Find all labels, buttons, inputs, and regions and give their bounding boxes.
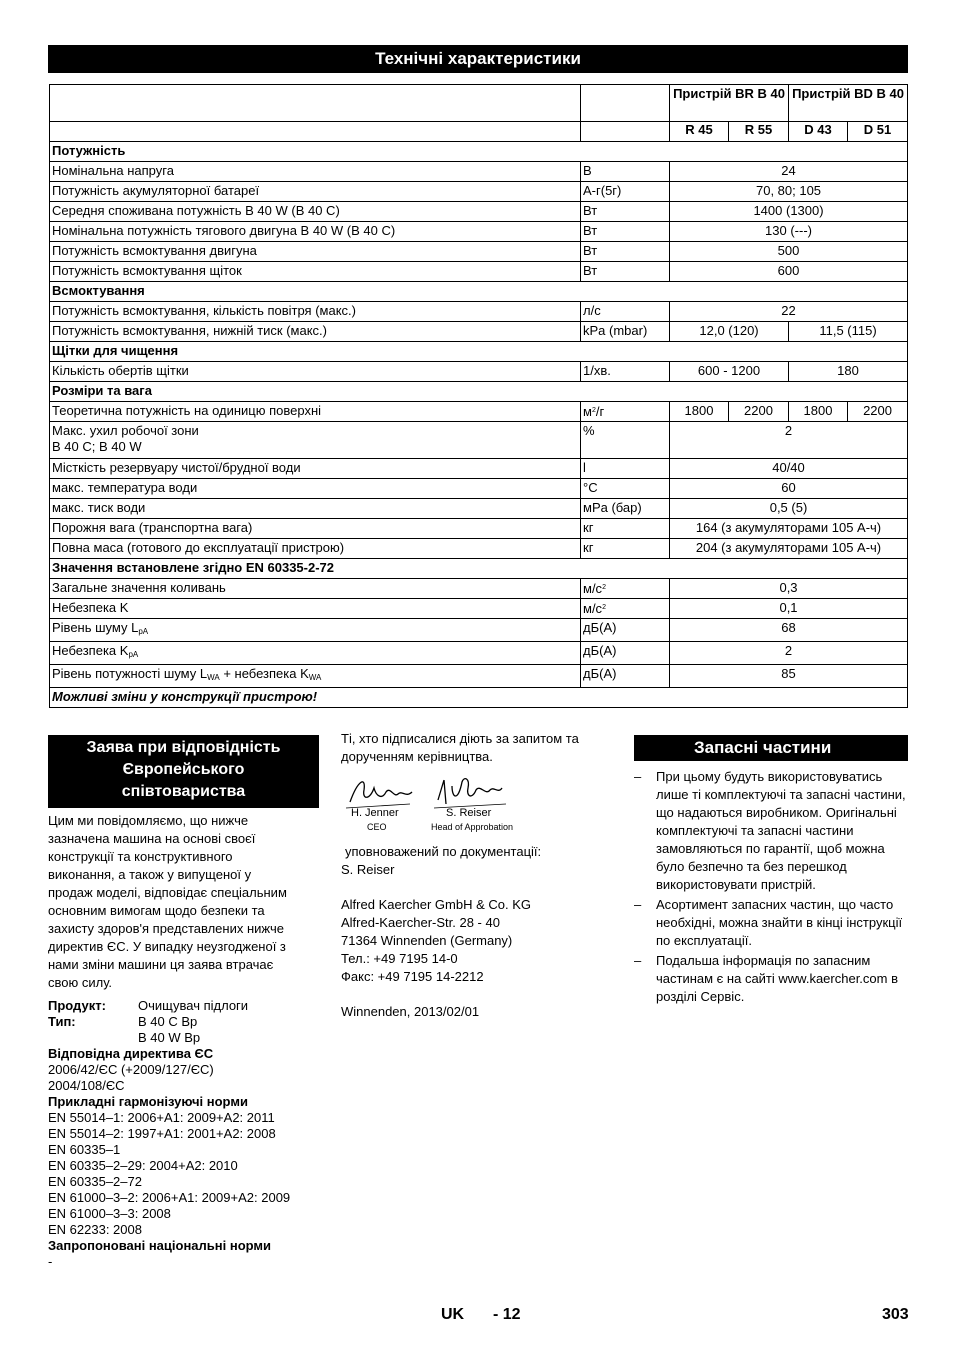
header-br: Пристрій BR B 40	[670, 85, 789, 122]
norm-item: EN 55014–1: 2006+A1: 2009+A2: 2011	[48, 1110, 275, 1125]
company-city: 71364 Winnenden (Germany)	[341, 933, 513, 948]
row-label: Рівень шуму $L_{pA}$	[50, 619, 581, 642]
row-value-bd: 180	[789, 362, 908, 382]
row-label: Рівень потужності шуму $L_{WA}$ + небезпека $K_{WA}$	[50, 665, 581, 688]
table-row	[50, 459, 908, 479]
list-item: – Асортимент запасних частин, що часто необхідні, можна знайти в кінці інструкції по експлуатації.	[634, 897, 903, 948]
signatory-2-name: S. Reiser	[446, 807, 492, 819]
signatories-text	[341, 730, 621, 766]
row-unit: Вт	[581, 222, 670, 242]
table-row	[50, 322, 908, 342]
row-value: 1400 (1300)	[670, 202, 908, 222]
row-value: 1800	[670, 402, 729, 422]
section-brushes: Щітки для чищення	[50, 342, 908, 362]
section-row	[50, 559, 908, 579]
row-label: Номінальна потужність тягового двигуна B 40 W (B 40 C)	[50, 222, 581, 242]
model-r55: R 55	[729, 122, 789, 142]
norm-item: EN 60335–1	[48, 1142, 121, 1157]
table-header-row	[50, 85, 908, 122]
row-label: макс. температура води	[50, 479, 581, 499]
row-label: Потужність всмоктування, нижній тиск (макс.)	[50, 322, 581, 342]
table-row	[50, 362, 908, 382]
row-unit: л/с	[581, 302, 670, 322]
directive-value: 2006/42/ЄС (+2009/127/ЄС)	[48, 1062, 214, 1077]
specs-table	[49, 84, 908, 708]
footer-total-page: 303	[882, 1306, 909, 1323]
row-label: Місткість резервуару чистої/брудної води	[50, 459, 581, 479]
table-row	[50, 162, 908, 182]
row-value: 1800	[789, 402, 848, 422]
row-value-br: 600 - 1200	[670, 362, 789, 382]
norm-item: EN 60335–2–29: 2004+A2: 2010	[48, 1158, 238, 1173]
company-fax: Факс: +49 7195 14-2212	[341, 969, 484, 984]
norm-item: EN 60335–2–72	[48, 1174, 142, 1189]
row-value: 2	[670, 642, 908, 665]
eu-text-line: продаж моделі, відповідає спеціальним	[48, 885, 287, 900]
company-phone: Тел.: +49 7195 14-0	[341, 951, 458, 966]
row-value: 2	[670, 422, 908, 459]
tech-specs-heading: Технічні характеристики	[48, 45, 908, 73]
model-d43: D 43	[789, 122, 848, 142]
model-d51: D 51	[848, 122, 908, 142]
section-dims: Розміри та вага	[50, 382, 908, 402]
table-row	[50, 302, 908, 322]
model-r45: R 45	[670, 122, 729, 142]
signatory-1-role: CEO	[367, 822, 387, 832]
row-value: 2200	[848, 402, 908, 422]
product-line	[48, 998, 323, 1014]
table-row	[50, 539, 908, 559]
row-label: Теоретична потужність на одиницю поверхні	[50, 402, 581, 422]
national-norms-value: -	[48, 1254, 53, 1269]
row-unit: $м^2/г$	[581, 402, 670, 422]
signatory-2-role: Head of Approbation	[431, 822, 514, 832]
row-unit: %	[581, 422, 670, 459]
row-label: Номінальна напруга	[50, 162, 581, 182]
type-value: B 40 W Bp	[138, 1030, 201, 1045]
section-row	[50, 142, 908, 162]
row-value: 60	[670, 479, 908, 499]
row-value: 500	[670, 242, 908, 262]
row-unit: дБ(А)	[581, 642, 670, 665]
table-row	[50, 202, 908, 222]
table-row	[50, 519, 908, 539]
note-row	[50, 688, 908, 708]
norm-item: EN 55014–2: 1997+A1: 2001+A2: 2008	[48, 1126, 276, 1141]
row-label: макс. тиск води	[50, 499, 581, 519]
section-row	[50, 342, 908, 362]
type-label: Тип:	[48, 1014, 76, 1029]
row-value: 40/40	[670, 459, 908, 479]
row-label: Потужність всмоктування, кількість повітря (макс.)	[50, 302, 581, 322]
design-changes-note: Можливі зміни у конструкції пристрою!	[50, 688, 908, 708]
eu-text-line: виконання, а також у випущеної у	[48, 867, 252, 882]
signatories-line: дорученням керівництва.	[341, 749, 493, 764]
row-unit: В	[581, 162, 670, 182]
row-value: 204 (з акумуляторами 105 А-ч)	[670, 539, 908, 559]
table-row	[50, 499, 908, 519]
norm-item: EN 61000–3–2: 2006+A1: 2009+A2: 2009	[48, 1190, 291, 1205]
directive-value: 2004/108/ЄС	[48, 1078, 125, 1093]
signatory-1-name: H. Jenner	[351, 807, 399, 819]
row-unit: Вт	[581, 242, 670, 262]
row-value: 0,5 (5)	[670, 499, 908, 519]
row-unit: $м/с^2$	[581, 599, 670, 619]
section-row	[50, 282, 908, 302]
table-row	[50, 242, 908, 262]
spare-parts-list	[634, 768, 910, 1008]
eu-title-line: співтовариства	[121, 783, 246, 800]
authorized-label: уповноважений по документації:	[345, 844, 542, 859]
eu-text-line: Цим ми повідомляємо, що нижче	[48, 813, 249, 828]
eu-text-line: зазначена машина на основі своєї	[48, 831, 256, 846]
eu-title-line: Заява при відповідність	[86, 739, 281, 756]
row-label: Кількість обертів щітки	[50, 362, 581, 382]
row-value: 70, 80; 105	[670, 182, 908, 202]
row-value: 2200	[729, 402, 789, 422]
row-value: 22	[670, 302, 908, 322]
table-row	[50, 665, 908, 688]
signatures-image	[340, 770, 520, 812]
row-label: Повна маса (готового до експлуатації пристрою)	[50, 539, 581, 559]
product-value: Очищувач підлоги	[138, 998, 249, 1013]
eu-text-line: конструкції та конструктивного	[48, 849, 233, 864]
section-power: Потужність	[50, 142, 908, 162]
row-label: Потужність всмоктування щіток	[50, 262, 581, 282]
table-row	[50, 619, 908, 642]
row-label: Порожня вага (транспортна вага)	[50, 519, 581, 539]
row-value: 130 (---)	[670, 222, 908, 242]
section-suction: Всмоктування	[50, 282, 908, 302]
company-street: Alfred-Kaercher-Str. 28 - 40	[341, 915, 500, 930]
table-row	[50, 222, 908, 242]
row-unit: $м/с^2$	[581, 579, 670, 599]
row-label: Небезпека K	[50, 599, 581, 619]
row-unit: kPa (mbar)	[581, 322, 670, 342]
eu-declaration-heading	[48, 735, 319, 808]
row-label: Середня споживана потужність B 40 W (B 40 C)	[50, 202, 581, 222]
eu-text-line: свою силу.	[48, 975, 113, 990]
row-unit: Вт	[581, 262, 670, 282]
row-unit: Вт	[581, 202, 670, 222]
national-norms-title: Запропоновані національні норми	[48, 1238, 272, 1253]
type-value: B 40 C Bp	[138, 1014, 198, 1029]
table-row	[50, 579, 908, 599]
row-unit: 1/хв.	[581, 362, 670, 382]
norms-title: Прикладні гармонізуючі норми	[48, 1094, 248, 1109]
spare-parts-heading: Запасні частини	[634, 735, 908, 761]
row-value: 24	[670, 162, 908, 182]
table-row	[50, 642, 908, 665]
authorized-name: S. Reiser	[341, 862, 395, 877]
eu-text-line: основним вимогам щодо безпеки та	[48, 903, 265, 918]
row-unit: А-г(5г)	[581, 182, 670, 202]
signatories-line: Ті, хто підписалися діють за запитом та	[341, 731, 579, 746]
table-row	[50, 262, 908, 282]
row-value: 85	[670, 665, 908, 688]
footer-page: - 12	[493, 1306, 521, 1323]
row-label: Потужність акумуляторної батареї	[50, 182, 581, 202]
company-name: Alfred Kaercher GmbH & Co. KG	[341, 897, 532, 912]
company-info	[341, 843, 621, 1021]
row-value: 0,3	[670, 579, 908, 599]
row-label: Небезпека $K_{pA}$	[50, 642, 581, 665]
row-value: 600	[670, 262, 908, 282]
row-unit: °C	[581, 479, 670, 499]
eu-text-line: директив ЄС. У випадку неузгодженої з	[48, 939, 286, 954]
declaration-date: Winnenden, 2013/02/01	[341, 1004, 480, 1019]
product-label: Продукт:	[48, 998, 106, 1013]
row-label: Загальне значення коливань	[50, 579, 581, 599]
section-en: Значення встановлене згідно EN 60335-2-72	[50, 559, 908, 579]
row-unit: кг	[581, 519, 670, 539]
type-line	[48, 1014, 323, 1030]
table-row	[50, 479, 908, 499]
row-unit: дБ(А)	[581, 619, 670, 642]
row-value: 68	[670, 619, 908, 642]
eu-text-line: захисту здоров'я представлених нижче	[48, 921, 284, 936]
directive-title: Відповідна директива ЄС	[48, 1046, 214, 1061]
row-unit: мPa (бар)	[581, 499, 670, 519]
header-bd: Пристрій BD B 40	[789, 85, 908, 122]
list-item: – При цьому будуть використовуватись лише ті комплектуючі та запасні частини, що надаються виробником. Оригінальні комплектуючі та запасні частини замовляються по гарантії, щоб можна було безпечно та без перешкод використовувати пристрій.	[634, 769, 906, 892]
row-value-bd: 11,5 (115)	[789, 322, 908, 342]
eu-declaration-text	[48, 812, 323, 1270]
norm-item: EN 62233: 2008	[48, 1222, 142, 1237]
row-unit: l	[581, 459, 670, 479]
table-row	[50, 182, 908, 202]
list-item: – Подальша інформація по запасним частинам є на сайті www.kaercher.com в розділі Сервіс.	[634, 953, 898, 1004]
table-row	[50, 599, 908, 619]
row-value: 164 (з акумуляторами 105 А-ч)	[670, 519, 908, 539]
eu-title-line: Європейського	[122, 761, 245, 778]
table-models-row	[50, 122, 908, 142]
table-row	[50, 402, 908, 422]
footer-language: UK	[441, 1306, 465, 1323]
row-unit: дБ(А)	[581, 665, 670, 688]
section-row	[50, 382, 908, 402]
row-label: Потужність всмоктування двигуна	[50, 242, 581, 262]
row-unit: кг	[581, 539, 670, 559]
row-label: Макс. ухил робочої зони B 40 C; B 40 W	[50, 422, 581, 459]
eu-text-line: нами зміни машини ця заява втрачає	[48, 957, 274, 972]
row-value: 0,1	[670, 599, 908, 619]
type-line-2	[48, 1030, 323, 1046]
norm-item: EN 61000–3–3: 2008	[48, 1206, 171, 1221]
row-value-br: 12,0 (120)	[670, 322, 789, 342]
table-row	[50, 422, 908, 459]
